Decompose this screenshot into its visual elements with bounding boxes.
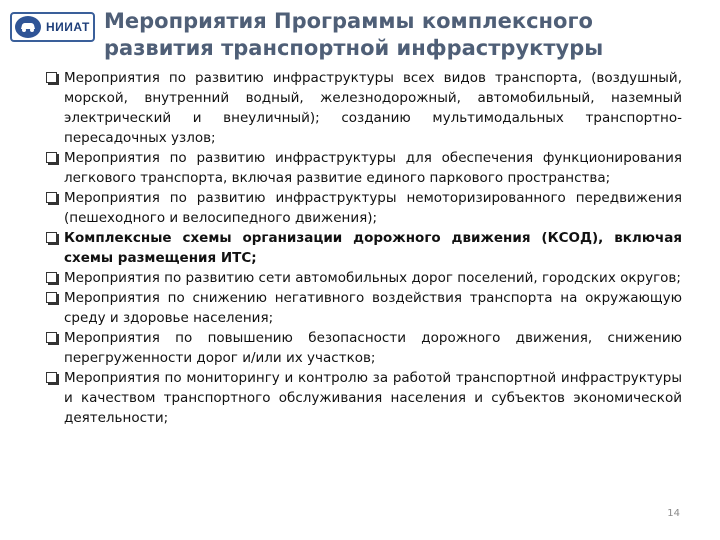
- car-emblem-icon: [15, 16, 41, 38]
- list-item-text: Мероприятия по развитию инфраструктуры немоторизированного передвижения (пешеходного и велосипедного движения);: [64, 190, 682, 226]
- list-item-text: Мероприятия по развитию инфраструктуры всех видов транспорта, (воздушный, морской, внутренний водный, железнодорожный, автомобильный, наземный электрический и внеуличный); созданию мультимодальных транспортно-пересадочных узлов;: [64, 70, 682, 146]
- list-item-text: Мероприятия по повышению безопасности дорожного движения, снижению перегруженности дорог и/или их участков;: [64, 330, 682, 366]
- checkbox-bullet-icon: [46, 152, 57, 163]
- list-item: [46, 68, 682, 148]
- checkbox-bullet-icon: [46, 292, 57, 303]
- list-item-text: Комплексные схемы организации дорожного движения (КСОД), включая схемы размещения ИТС;: [64, 230, 682, 266]
- checkbox-bullet-icon: [46, 72, 57, 83]
- list-item-text: Мероприятия по снижению негативного воздействия транспорта на окружающую среду и здоровье населения;: [64, 290, 682, 326]
- logo-text: НИИАТ: [46, 20, 90, 34]
- list-item: [46, 288, 682, 328]
- checkbox-bullet-icon: [46, 372, 57, 383]
- list-item: [46, 188, 682, 228]
- list-item-text: Мероприятия по развитию сети автомобильных дорог поселений, городских округов;: [64, 270, 681, 286]
- measures-list: [46, 68, 682, 428]
- niiat-logo: [10, 12, 95, 42]
- checkbox-bullet-icon: [46, 232, 57, 243]
- list-item: [46, 148, 682, 188]
- checkbox-bullet-icon: [46, 332, 57, 343]
- list-item-text: Мероприятия по развитию инфраструктуры для обеспечения функционирования легкового транспорта, включая развитие единого паркового пространства;: [64, 150, 682, 186]
- list-item-text: Мероприятия по мониторингу и контролю за работой транспортной инфраструктуры и качеством транспортного обслуживания населения и субъектов экономической деятельности;: [64, 370, 682, 426]
- page-title: Мероприятия Программы комплексного развития транспортной инфраструктуры: [104, 9, 604, 60]
- list-item: [46, 328, 682, 368]
- list-item: [46, 268, 682, 288]
- checkbox-bullet-icon: [46, 192, 57, 203]
- checkbox-bullet-icon: [46, 272, 57, 283]
- list-item: [46, 228, 682, 268]
- list-item: [46, 368, 682, 428]
- page-number: 14: [667, 508, 680, 519]
